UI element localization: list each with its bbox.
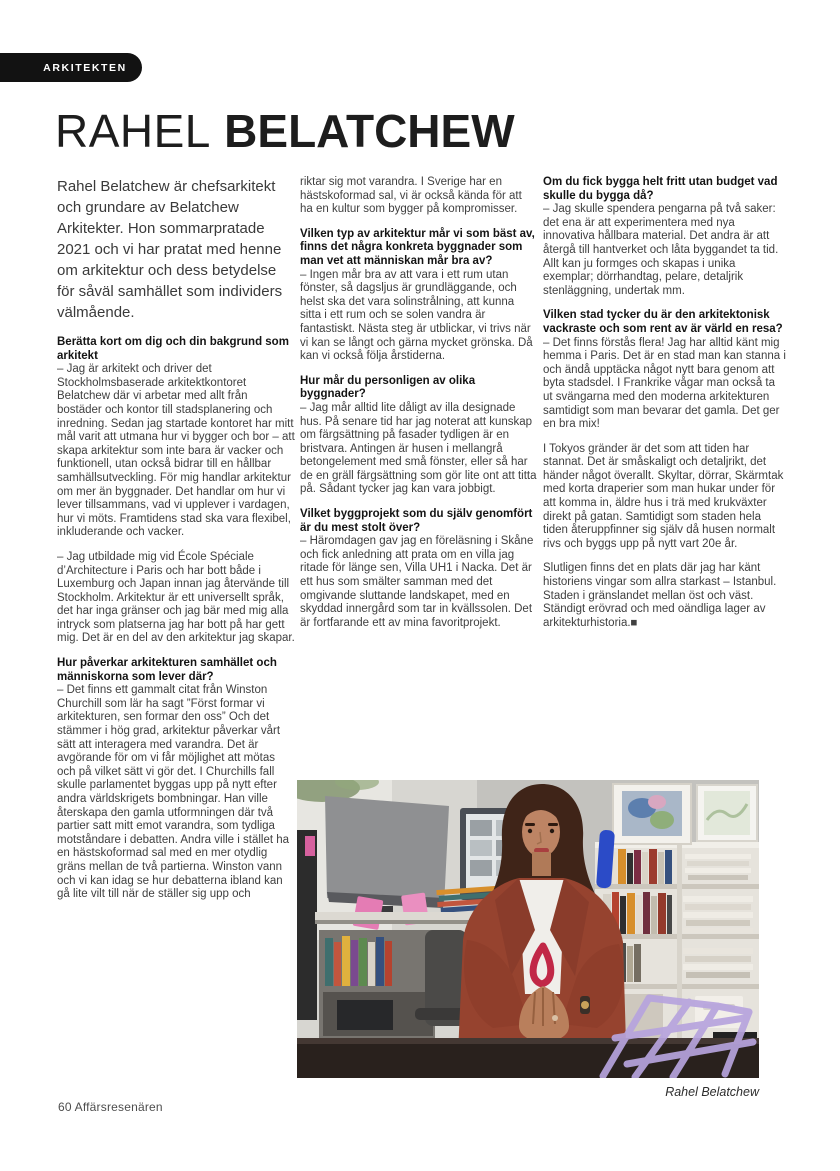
section-tag xyxy=(0,53,142,82)
section-tag-label: ARKITEKTEN xyxy=(43,61,127,74)
question-heading: Om du fick bygga helt fritt utan budget vad skulle du bygga då? xyxy=(543,176,778,202)
column-middle xyxy=(300,176,537,630)
intro-paragraph: Rahel Belatchew är chefsarkitekt och grundare av Belatchew Arkitekter. Hon sommarpratade 2021 och vi har pratat med henne om arkitektur och dess betydelse för såväl samhället som individers välmående. xyxy=(57,178,283,321)
answer-paragraph: – Jag skulle spendera pengarna på två saker: det ena är att experimentera med nya innovativa hållbara material. Det andra är att återgå till hantverket och låta byggandet ta tid. Allt kan ju formges och skapas i unika exemplar; dörrhandtag, pelare, detaljrik stenläggning, undertak mm. xyxy=(543,203,779,297)
question-heading: Hur mår du personligen av olika byggnader? xyxy=(300,374,476,401)
answer-paragraph: – Det finns förstås flera! Jag har alltid känt mig hemma i Paris. Det är en stad man kan stanna i och ändå upptäcka något nytt bara genom att byta stadsdel. I Frankrike vågar man också ta ut svängarna med den moderna arkitekturen samtidigt som man bevarar det gamla. Det ger en bra mix! xyxy=(543,336,786,431)
photo-framed-maps xyxy=(613,784,757,844)
question-heading: Hur påverkar arkitekturen samhället och människorna som lever där? xyxy=(57,657,277,683)
page-title-first: RAHEL xyxy=(55,105,211,157)
answer-paragraph: I Tokyos gränder är det som att tiden har stannat. Det är småskaligt och detaljrikt, det händer något överallt. Skyltar, dörrar, Skärmtak med korta draperier som man hukar under för att komma in, äldre hus i trä med krukväxter direkt på gatan. Samtidigt som staden hela tiden återuppfinner sig själv då husen normalt rivs och byggs upp på nytt vart 20e år. xyxy=(543,442,784,550)
page-title xyxy=(55,105,515,157)
continuation-paragraph: riktar sig mot varandra. I Sverige har en hästskoformad sal, vi är också kända för att ha en kultur som bygger på kompromisser. xyxy=(300,176,522,216)
answer-paragraph: – Jag är arkitekt och driver det Stockholmsbaserade arkitektkontoret Belatchew där vi arbetar med allt från bostäder och kontor till stadsplanering och inredning. Sedan jag startade kontoret har mitt mål varit att utmana hur vi bygger och bor – att skapa arkitektur som inte bara är vacker och funktionell, utan också bidrar till en hållbar samhällsutveckling. För mig handlar arkitektur om mer än byggnader. Det handlar om hur vi lever tillsammans, vad vi upplever i vardagen, hur vi möts. Framtidens stad ska vara flexibel, inkluderande och vacker. xyxy=(57,363,295,539)
page-footer: 60 Affärsresenären xyxy=(58,1100,163,1114)
answer-paragraph: – Det finns ett gammalt citat från Winston Churchill som lär ha sagt ”Först formar vi arkitekturen, sen formar den oss” Och det stämmer i hög grad, arkitektur påverkar vårt sätt att interagera med varandra. Det är avgörande för om vi får möjlighet att mötas och på vilket sätt vi gör det. I Churchills fall skulle parlamentet byggas upp på nytt efter andra världskrigets bombningar. Han ville återskapa den gamla utformningen där två partier satt mitt emot varandra, som tydliga motståndare i debatten. Andra ville i stället ha en hästskoformad sal med en mer otydlig gräns mellan de två partierna. Winston vann och vi kan idag se hur debatterna ibland kan gå lite vilt till när de ställer sig upp och xyxy=(57,684,290,901)
answer-paragraph: Slutligen finns det en plats där jag har känt historiens vingar som allra starkast – Istanbul. Staden i gränslandet mellan öst och väst. Ständigt erövrad och med oändliga lager av arkitekturhistoria.■ xyxy=(543,562,777,629)
portrait-photo xyxy=(297,780,759,1078)
answer-paragraph: – Häromdagen gav jag en föreläsning i Skåne och fick anledning att prata om en villa jag ritade för länge sen, Villa UH1 i Nacka. Det är ett hus som smälter samman med det omgivande sluttande landskapet, med en skyddad innergård som tar in kvällssolen. Det är fortfarande ett av mina favoritprojekt. xyxy=(300,535,534,629)
portrait-photo-art xyxy=(297,780,759,1078)
answer-paragraph: – Jag utbildade mig vid École Spéciale d’Architecture i Paris och har bott både i Luxemburg och Japan innan jag återvände till Stockholm. Arkitektur är ett universellt språk, det har inga gränser och jag bär med mig alla intryck som platserna jag har bott på har gett mig. Det är en del av den arkitektur jag skapar. xyxy=(57,550,295,645)
question-heading: Berätta kort om dig och din bakgrund som arkitekt xyxy=(57,336,289,362)
question-heading: Vilket byggprojekt som du själv genomfört är du mest stolt över? xyxy=(300,508,533,534)
page-title-last: BELATCHEW xyxy=(224,105,515,157)
photo-caption: Rahel Belatchew xyxy=(665,1085,759,1099)
question-heading: Vilken stad tycker du är den arkitektonisk vackraste och som rent av är värld en resa? xyxy=(543,309,783,335)
column-right xyxy=(543,176,786,630)
answer-paragraph: – Jag mår alltid lite dåligt av illa designade hus. På senare tid har jag noterat att kunskap om färgsättning på fasader tydligen är en bristvara. Antingen är husen i mellangrå betongelement med små fönster, eller så har de en gräll färgsättning som gör lite ont att titta på. Sådant tycker jag kan vara jobbigt. xyxy=(300,401,537,496)
answer-paragraph: – Ingen mår bra av att vara i ett rum utan fönster, så dagsljus är grundläggande, och helst ska det vara solinstrålning, att kunna sitta i ett rum och se solen vandra är fantastiskt. Nästa steg är utblickar, vi trivs när vi kan se långt och gärna mycket grönska. Då kan vi också följa årstiderna. xyxy=(300,268,533,363)
column-left xyxy=(57,176,295,902)
question-heading: Vilken typ av arkitektur mår vi som bäst av, finns det några konkreta byggnader som man vet att människan mår bra av? xyxy=(300,227,535,267)
